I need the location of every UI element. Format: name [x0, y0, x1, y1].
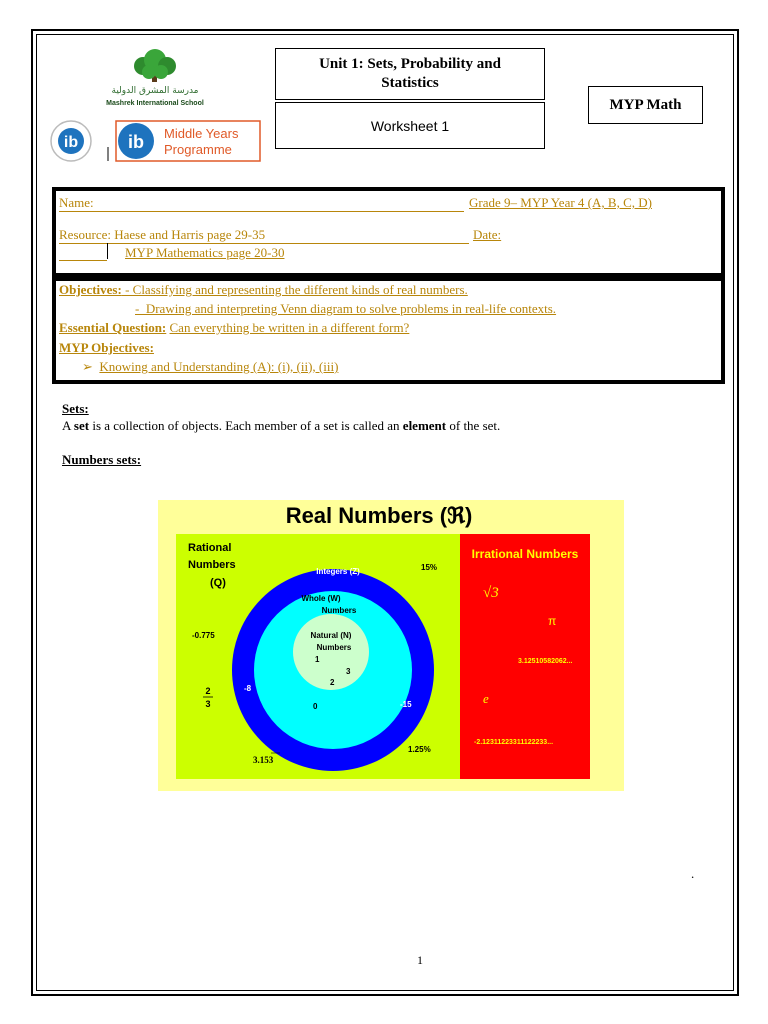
- venn-diagram: [158, 500, 624, 791]
- myp-objective-text: Knowing and Understanding (A): (i), (ii), (iii): [99, 359, 339, 374]
- unit-title-box: [275, 48, 545, 100]
- whole-label-1: Whole (W): [301, 594, 341, 603]
- course-box: [588, 86, 703, 124]
- fraction-denominator: 3: [205, 699, 211, 709]
- arrow-bullet-icon: ➢: [82, 359, 93, 374]
- cursor-bar: [107, 243, 108, 259]
- resource-text: Resource: Haese and Harris page 29-35: [59, 227, 266, 242]
- school-name: Mashrek International School: [106, 100, 204, 107]
- page-number: 1: [417, 953, 423, 967]
- resource-line: [59, 227, 469, 244]
- worksheet-box: [275, 102, 545, 149]
- name-label: Name:: [59, 195, 94, 210]
- rational-label-1: Rational: [188, 542, 232, 554]
- unit-title-line1: Unit 1: Sets, Probability and: [319, 56, 501, 72]
- svg-text:ib: ib: [128, 132, 144, 152]
- value-pi: π: [548, 614, 557, 628]
- ib-logo-line1: Middle Years: [164, 126, 239, 141]
- natural-label-2: Numbers: [316, 643, 352, 652]
- myp-objectives-label: MYP Objectives:: [59, 340, 154, 355]
- value-e: e: [483, 691, 489, 706]
- svg-text:ib: ib: [63, 134, 79, 151]
- value-neg8: -8: [244, 684, 252, 693]
- value-neg15: -15: [400, 700, 412, 709]
- value-repeating: 3.153: [253, 755, 274, 765]
- irrational-label: Irrational Numbers: [471, 547, 579, 561]
- myp-objective-bullet: [82, 359, 338, 375]
- value-neg0775: -0.775: [192, 631, 215, 640]
- grade-text: Grade 9– MYP Year 4 (A, B, C, D): [469, 195, 652, 210]
- unit-title-line2: Statistics: [381, 75, 439, 91]
- value-125pct: 1.25%: [408, 745, 431, 754]
- resource2-text: MYP Mathematics page 20-30: [125, 245, 285, 260]
- real-numbers-diagram: [158, 500, 624, 791]
- numbers-sets-heading: Numbers sets:: [62, 452, 142, 467]
- value-irr2: -2.12311223311122233...: [474, 739, 554, 746]
- stray-dot: .: [691, 866, 695, 881]
- essential-question-line: [59, 320, 409, 336]
- course-title: MYP Math: [609, 97, 682, 113]
- resource-underline: [59, 259, 107, 261]
- objective-2: - Drawing and interpreting Venn diagram to solve problems in real-life contexts.: [135, 301, 557, 316]
- value-2: 2: [330, 678, 335, 687]
- objectives-label: Objectives:: [59, 282, 122, 297]
- def-end: of the set.: [446, 418, 501, 433]
- tree-icon: [95, 48, 215, 110]
- objective-1: - Classifying and representing the different kinds of real numbers.: [121, 282, 468, 297]
- rational-label-2: Numbers: [188, 559, 236, 571]
- school-logo: [95, 48, 215, 110]
- date-label[interactable]: Date:: [473, 227, 502, 242]
- sets-definition: [62, 418, 500, 434]
- ib-logos: [46, 117, 262, 165]
- rational-label-3: (Q): [210, 577, 226, 589]
- value-3: 3: [346, 667, 351, 676]
- ib-logo-line2: Programme: [164, 142, 232, 157]
- sets-heading: Sets:: [62, 401, 89, 416]
- objectives-line: [59, 282, 468, 298]
- fraction-numerator: 2: [205, 686, 211, 696]
- value-0: 0: [313, 702, 318, 711]
- def-element-word: element: [402, 418, 447, 433]
- value-1: 1: [315, 655, 320, 664]
- def-a: A: [62, 418, 74, 433]
- def-set-word: set: [73, 418, 90, 433]
- diagram-title: Real Numbers (ℜ): [285, 503, 473, 528]
- whole-label-2: Numbers: [321, 606, 357, 615]
- integers-label: Integers (Z): [316, 567, 360, 576]
- value-irr1: 3.12510582062...: [518, 658, 573, 665]
- name-field[interactable]: [59, 195, 464, 212]
- value-sqrt3: √3: [483, 585, 499, 601]
- ib-logo-svg: [46, 117, 262, 165]
- natural-label-1: Natural (N): [310, 631, 352, 640]
- school-arabic-name: مدرسة المشرق الدولية: [111, 86, 199, 96]
- value-15pct: 15%: [421, 563, 438, 572]
- def-mid: is a collection of objects. Each member of a set is called an: [89, 418, 403, 433]
- worksheet-title: Worksheet 1: [370, 118, 450, 134]
- essential-question-label: Essential Question:: [59, 320, 167, 335]
- essential-question-text: Can everything be written in a different form?: [169, 320, 410, 335]
